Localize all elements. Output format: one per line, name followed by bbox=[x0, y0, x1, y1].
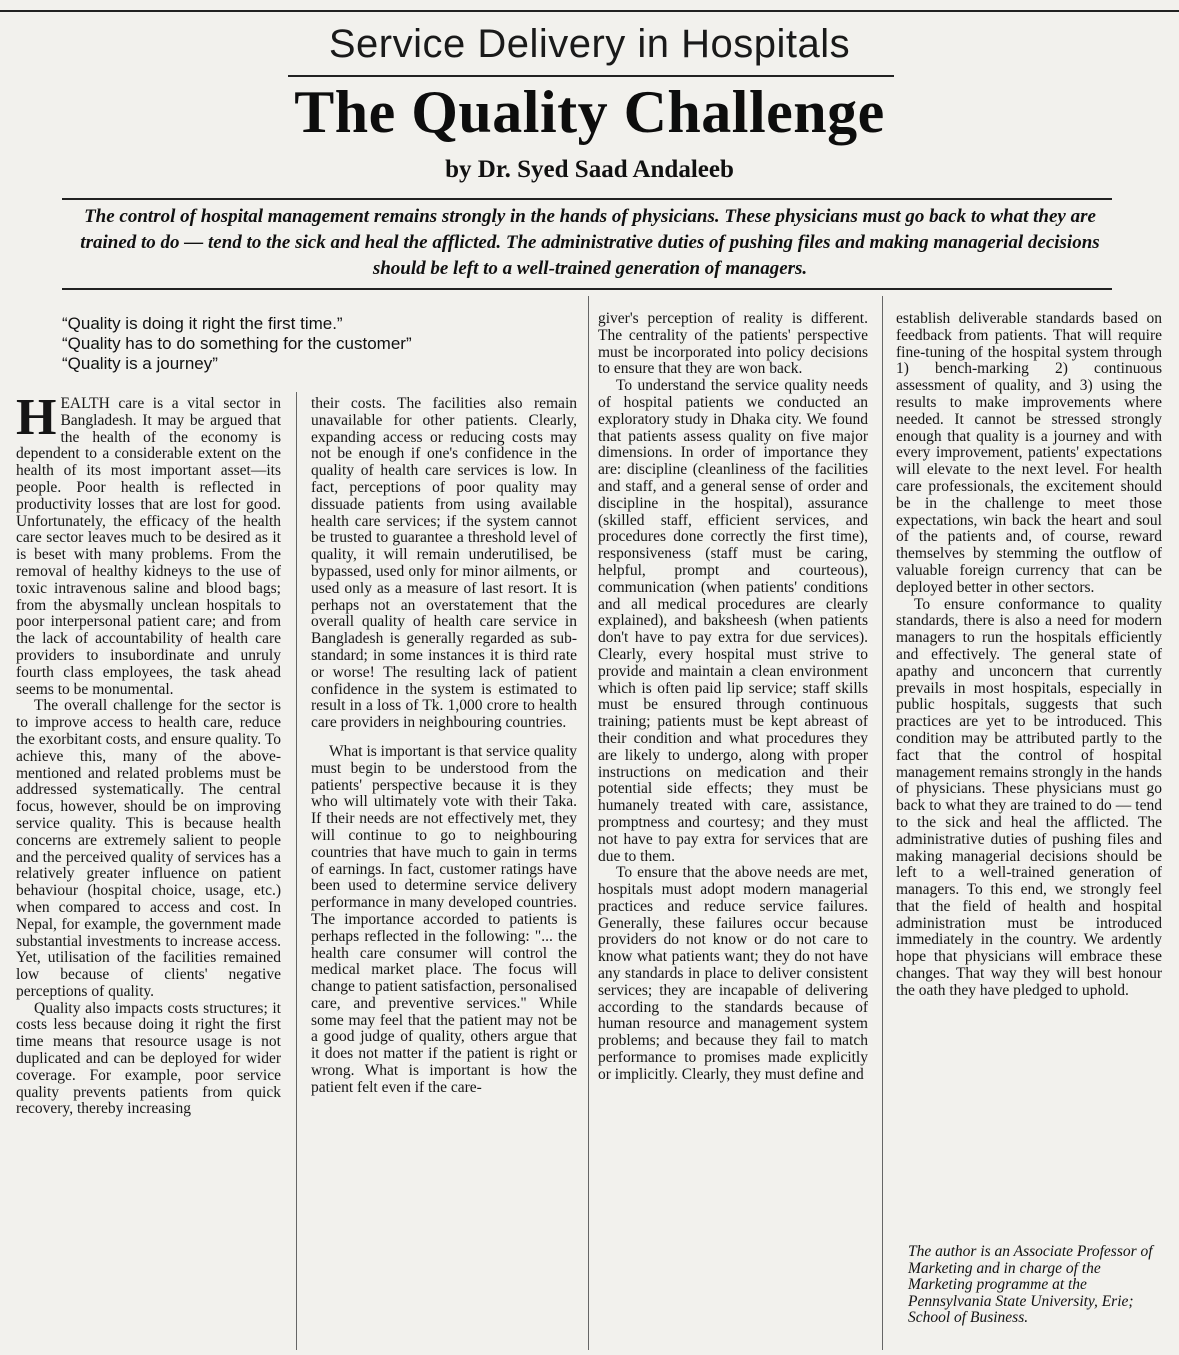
pull-quotes bbox=[62, 314, 602, 374]
pull-quote: “Quality has to do something for the customer” bbox=[62, 334, 412, 353]
paragraph: establish deliverable standards based on feedback from patients. That will require fine-tuning of the hospital system through 1) bench-marking 2) continuous assessment of quality, and 3) using the results to make improvements where needed. It cannot be stressed strongly enough that quality is a journey and with every improvement, patients' expectations will elevate to the next level. For health care professionals, the excitement should be in the challenge to meet those expectations, win back the heart and soul of the patients and, of course, reward themselves by stemming the outflow of valuable foreign currency that can be deployed better in other sectors. bbox=[896, 311, 1162, 596]
article-column-4 bbox=[896, 311, 1162, 1346]
paragraph: To understand the service quality needs of hospital patients we conducted an exploratory study in Dhaka city. We found that patients assess quality on five major dimensions. In order of importance they are: discipline (cleanliness of the facilities and staff, and a general sense of order and discipline in the hospital), assurance (skilled staff, efficient services, and procedures done correctly the first time), responsiveness (staff must be caring, helpful, prompt and courteous), communication (when patients' conditions and all medical procedures are clearly explained), and baksheesh (when patients don't have to pay extra for due services). Clearly, every hospital must strive to provide and maintain a clean environment which is often paid lip service; staff skills must be ensured through continuous training; patients must be kept abreast of their condition and what procedures they are likely to undergo, along with proper instructions on medication and their potential side effects; they must be humanely treated with care, assistance, promptness and courtesy; and they must not have to pay extra for services that are due to them. bbox=[598, 377, 868, 865]
deck-bottom-rule bbox=[62, 288, 1112, 290]
author-note: The author is an Associate Professor of Marketing and in charge of the Marketing programme at the Pennsylvania State University, Erie; School of Business. bbox=[908, 1243, 1153, 1326]
article-column-3 bbox=[598, 311, 868, 1346]
paragraph: Quality also impacts costs structures; it costs less because doing it right the first time means that resource usage is not duplicated and can be deployed for wider coverage. For example, poor service quality prevents patients from quick recovery, thereby increasing bbox=[16, 999, 281, 1118]
paragraph: What is important is that service quality must begin to be understood from the patients' perspective because it is they who will ultimately vote with their Taka. If their needs are not effectively met, they will continue to go to neighbouring countries that have much to gain in terms of earnings. In fact, customer ratings have been used to determine service delivery performance in many developed countries. The importance accorded to patients is perhaps reflected in the following: "... the health care consumer will control the medical market place. The focus will change to patient satisfaction, personalised care, and preventive services." While some may feel that the patient may not be a good judge of quality, others argue that it does not matter if the patient is right or wrong. What is important is how the patient felt even if the care- bbox=[311, 742, 577, 1096]
pull-quote: “Quality is doing it right the first time.” bbox=[62, 314, 343, 333]
drop-cap: H bbox=[16, 396, 57, 446]
article-column-2 bbox=[311, 396, 577, 1346]
byline: by Dr. Syed Saad Andaleeb bbox=[445, 156, 734, 183]
paragraph: their costs. The facilities also remain unavailable for other patients. Clearly, expanding access or reducing costs may not be enough if one's confidence in the quality of health care services is low. In fact, perceptions of poor quality may dissuade patients from using available health care services; if the system cannot be trusted to guarantee a threshold level of quality, it will remain underutilised, be bypassed, used only for minor ailments, or used only as a measure of last resort. It is perhaps not an overstatement that the overall quality of health care service in Bangladesh is generally regarded as sub-standard; in some instances it is third rate or worse! The resulting lack of patient confidence in the system is estimated to result in a loss of Tk. 1,000 crore to health care providers in neighbouring countries. bbox=[311, 396, 577, 732]
pull-quote: “Quality is a journey” bbox=[62, 354, 218, 373]
column-divider-1 bbox=[296, 392, 297, 1350]
headline: The Quality Challenge bbox=[294, 79, 885, 145]
paragraph: To ensure that the above needs are met, hospitals must adopt modern managerial practices and reduce service failures. Generally, these failures occur because providers do not know or do not care to know what patients want; they do not have any standards in place to deliver consistent services; they are incapable of delivering according to the standards because of human resource and management system problems; and because they fail to match performance to promises made explicitly or implicitly. Clearly, they must define and bbox=[598, 864, 868, 1083]
deck-summary: The control of hospital management remains strongly in the hands of physicians. These physicians must go back to what they are trained to do — tend to the sick and heal the afflicted. The administrative duties of pushing files and making managerial decisions should be left to a well-trained generation of managers. bbox=[80, 206, 1100, 279]
paragraph: The overall challenge for the sector is to improve access to health care, reduce the exorbitant costs, and ensure quality. To achieve this, many of the above-mentioned and related problems must be addressed systematically. The central focus, however, should be on improving service quality. This is because health concerns are extremely salient to people and the perceived quality of services has a relatively greater influence on patient behaviour (hospital choice, usage, etc.) when compared to access and cost. In Nepal, for example, the government made substantial investments to increase access. Yet, utilisation of the facilities remained low because of clients' negative perceptions of quality. bbox=[16, 697, 281, 1000]
top-rule bbox=[0, 10, 1179, 12]
column-divider-2 bbox=[588, 296, 589, 1350]
column-divider-3 bbox=[882, 296, 883, 1350]
kicker-underline bbox=[288, 75, 894, 77]
paragraph: HEALTH care is a vital sector in Bangladesh. It may be argued that the health of the economy is dependent to a considerable extent on the health of its most important asset—its people. Poor health is reflected in productivity losses that are lost for good. Unfortunately, the efficacy of the health care sector leaves much to be desired as it is beset with many problems. From the removal of healthy kidneys to the use of toxic intravenous saline and blood bags; from the abysmally unclean hospitals to poor interpersonal patient care; and from the lack of accountability of health care providers to insubordinate and unruly fourth class employees, the task ahead seems to be monumental. bbox=[16, 396, 281, 698]
article-column-1 bbox=[16, 396, 281, 1346]
paragraph: To ensure conformance to quality standards, there is also a need for modern managers to run the hospitals efficiently and effectively. The general state of apathy and unconcern that currently prevails in most hospitals, especially in public hospitals, suggests that such practices are yet to be introduced. This condition may be attributed partly to the fact that the control of hospital management remains strongly in the hands of physicians. These physicians must go back to what they are trained to do — tend to the sick and heal the afflicted. The administrative duties of pushing files and making managerial decisions should be left to a well-trained generation of managers. To this end, we strongly feel that the field of health and hospital administration must be introduced immediately in the country. We ardently hope that physicians will embrace these changes. That way they will best honour the oath they have pledged to uphold. bbox=[896, 595, 1162, 999]
paragraph: giver's perception of reality is different. The centrality of the patients' perspective must be incorporated into policy decisions to ensure that they are won back. bbox=[598, 311, 868, 378]
kicker-heading: Service Delivery in Hospitals bbox=[328, 22, 851, 66]
deck-top-rule bbox=[62, 198, 1112, 200]
